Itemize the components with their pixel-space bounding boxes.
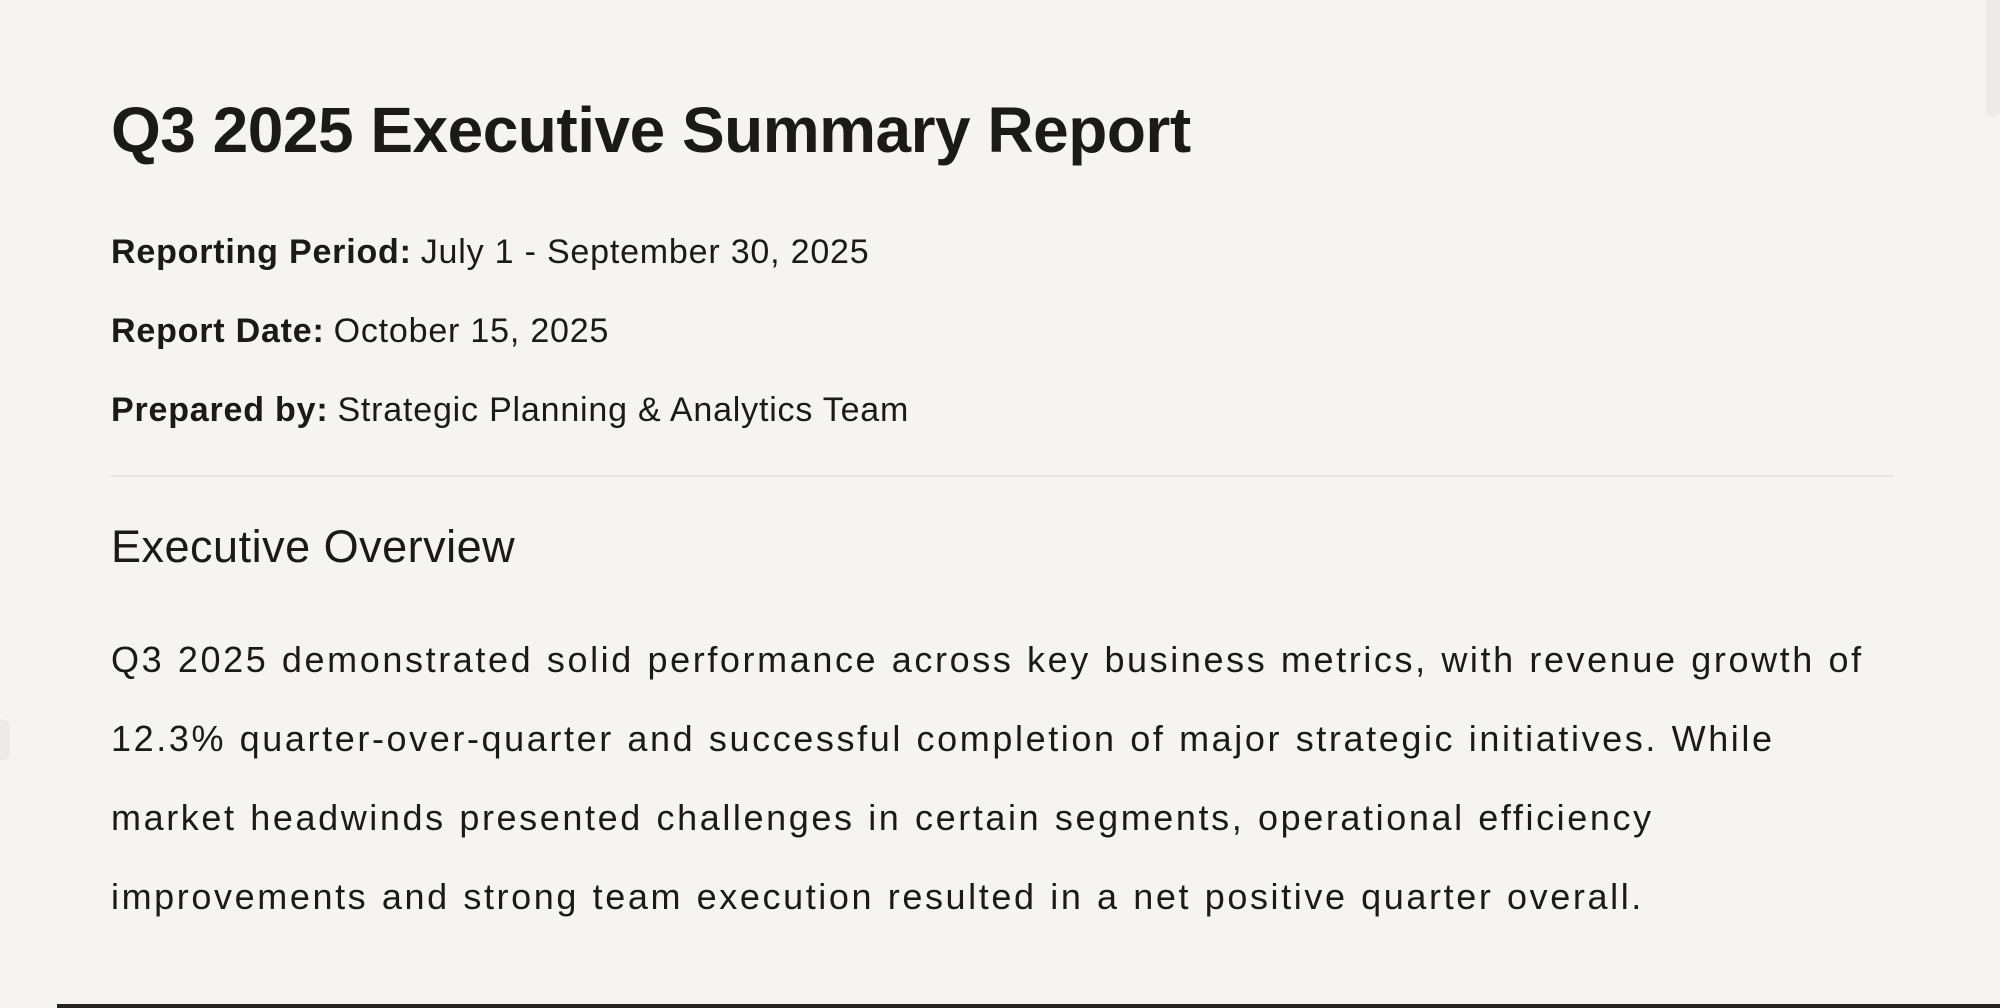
meta-reporting-period (111, 230, 1894, 274)
left-edge-handle[interactable] (0, 719, 10, 760)
meta-prepared-by-label: Prepared by: (111, 391, 329, 429)
meta-reporting-period-value: July 1 - September 30, 2025 (420, 233, 870, 271)
executive-overview-paragraph: Q3 2025 demonstrated solid performance across key business metrics, with revenue growth of 12.3% quarter-over-quarter and successful completion of major strategic initiatives. While market headwinds presented challenges in certain segments, operational efficiency improvements and strong team execution resulted in a net positive quarter overall. (111, 639, 1864, 917)
meta-report-date-label: Report Date: (111, 312, 325, 350)
section-divider (111, 475, 1894, 477)
scrollbar-thumb[interactable] (1986, 0, 2000, 117)
meta-report-date-value: October 15, 2025 (333, 312, 610, 350)
section-heading-executive-overview: Executive Overview (111, 521, 516, 572)
bottom-panel-edge (57, 1004, 2000, 1008)
meta-prepared-by (111, 388, 1894, 432)
meta-prepared-by-value: Strategic Planning & Analytics Team (337, 391, 910, 429)
report-document (111, 0, 1894, 936)
report-title: Q3 2025 Executive Summary Report (111, 94, 1191, 166)
meta-reporting-period-label: Reporting Period: (111, 233, 412, 271)
meta-report-date (111, 309, 1894, 353)
